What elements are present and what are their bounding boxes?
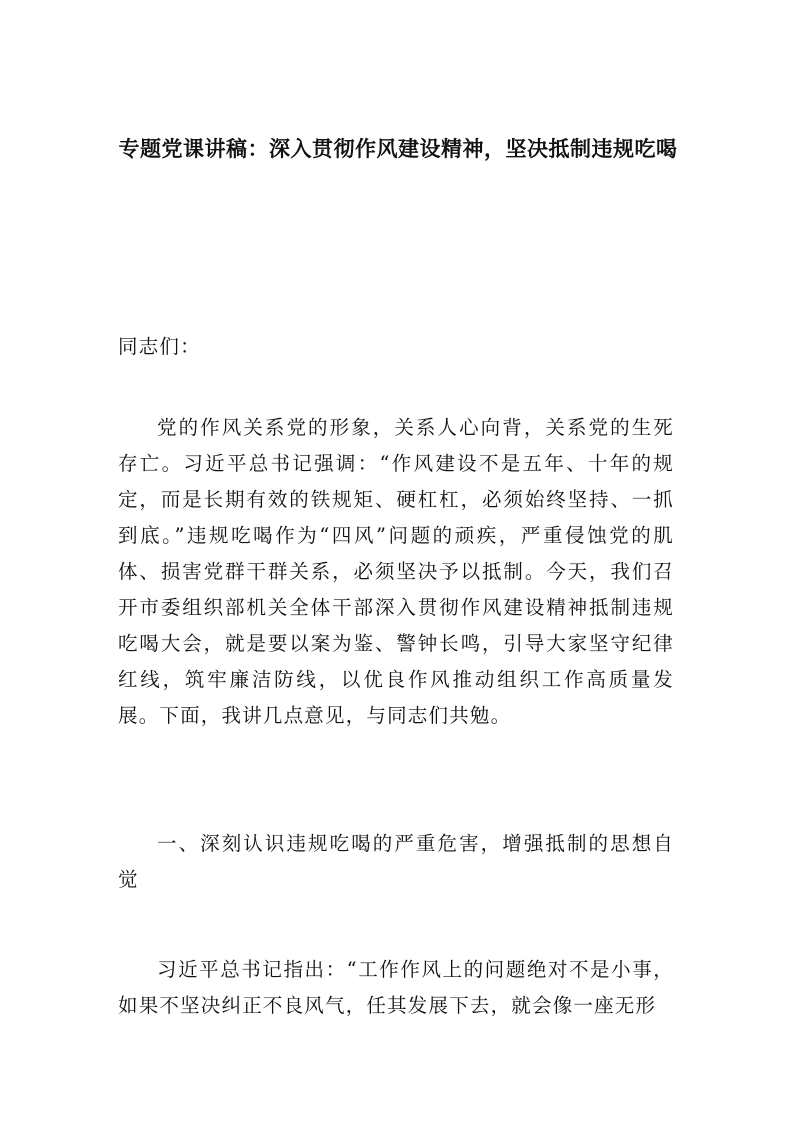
- salutation: 同志们：: [118, 335, 201, 358]
- intro-paragraph: 党的作风关系党的形象，关系人心向背，关系党的生死存亡。习近平总书记强调：“作风建设不是五年、十年的规定，而是长期有效的铁规矩、硬杠杠，必须始终坚持、一抓到底。”违规吃喝作为“四风”问题的顽疾，严重侵蚀党的肌体、损害党群干群关系，必须坚决予以抵制。今天，我们召开市委组织部机关全体干部深入贯彻作风建设精神抵制违规吃喝大会，就是要以案为鉴、警钟长鸣，引导大家坚守纪律红线，筑牢廉洁防线，以优良作风推动组织工作高质量发展。下面，我讲几点意见，与同志们共勉。: [118, 416, 674, 727]
- document-title: 专题党课讲稿：深入贯彻作风建设精神，坚决抵制违规吃喝: [118, 137, 678, 161]
- section-heading: 一、深刻认识违规吃喝的严重危害，增强抵制的思想自觉: [118, 832, 674, 891]
- section-paragraph: 习近平总书记指出：“工作作风上的问题绝对不是小事，如果不坚决纠正不良风气，任其发展下去，就会像一座无形: [118, 958, 674, 1017]
